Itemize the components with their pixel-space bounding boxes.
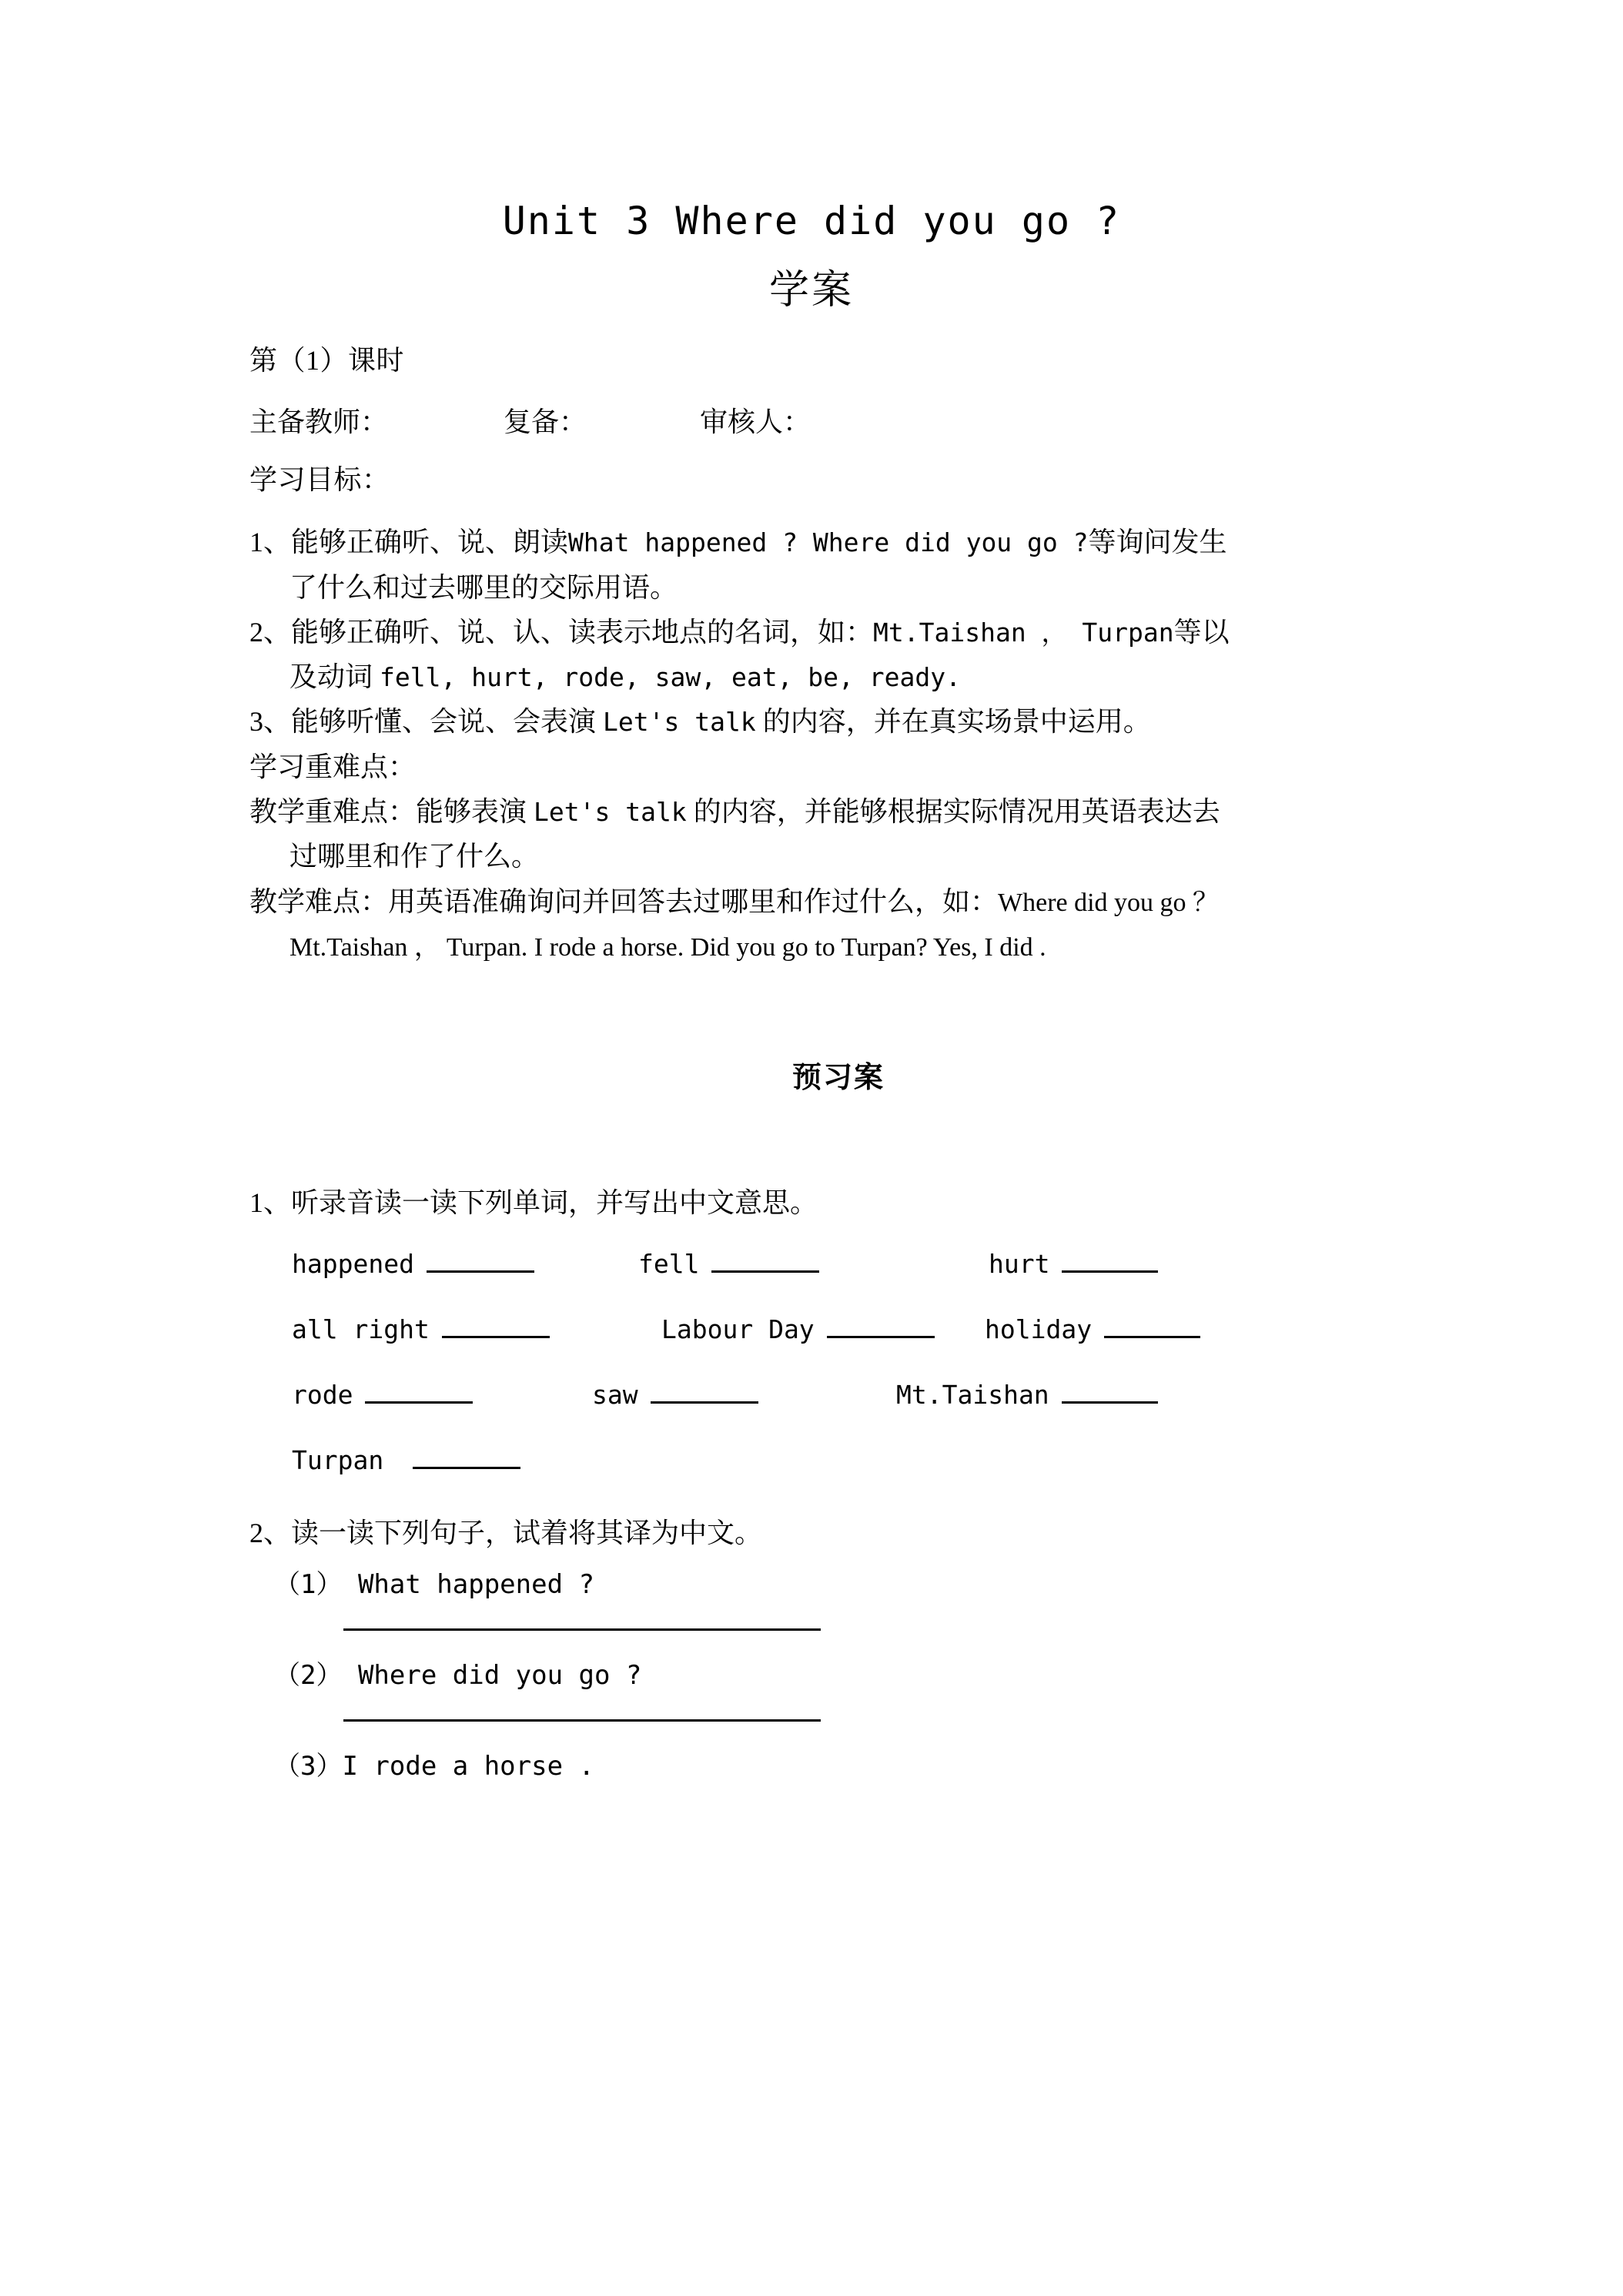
word-blank-input[interactable] bbox=[827, 1316, 935, 1338]
word-list bbox=[249, 1226, 1427, 1511]
objective-2-line2-text: 及动词 bbox=[289, 661, 373, 693]
word-label: rode bbox=[292, 1379, 353, 1410]
word-label: happened bbox=[292, 1248, 414, 1279]
difficulty-text-a: 教学难点：用英语准确询问并回答去过哪里和作过什么，如： bbox=[249, 885, 999, 917]
objective-1-text-b: 等询问发生 bbox=[1088, 527, 1227, 558]
objective-2-text-a: 2、能够正确听、说、认、读表示地点的名词，如： bbox=[249, 616, 874, 648]
word-blank-input[interactable] bbox=[413, 1447, 520, 1469]
difficulty-english-2: Mt.Taishan ， Turpan. I rode a horse. Did you go to Turpan? Yes, I did . bbox=[289, 933, 1046, 962]
objective-2-line2 bbox=[249, 654, 1427, 699]
exercise2-prompt: 2、读一读下列句子，试着将其译为中文。 bbox=[249, 1517, 763, 1548]
period-label: 第（1）课时 bbox=[249, 345, 405, 377]
objective-1-english: What happened ? Where did you go ? bbox=[568, 527, 1089, 558]
review-label: 复备： bbox=[504, 407, 587, 438]
translation-answer-input[interactable] bbox=[343, 1627, 821, 1631]
exercise1-prompt: 1、听录音读一读下列单词，并写出中文意思。 bbox=[249, 1187, 818, 1219]
difficulty-english-1: Where did you go ？ bbox=[998, 888, 1220, 917]
key-point-item bbox=[249, 789, 1427, 879]
objective-2-text-b: 等以 bbox=[1173, 616, 1230, 648]
page-subtitle: 学案 bbox=[768, 269, 854, 313]
page-title: Unit 3 Where did you go ? bbox=[502, 199, 1121, 243]
translation-question: （3）I rode a horse . bbox=[274, 1750, 594, 1782]
key-point-english: Let's talk bbox=[534, 797, 687, 828]
word-label: Turpan bbox=[292, 1444, 384, 1475]
word-entry bbox=[985, 1314, 1200, 1344]
difficulty-item bbox=[249, 879, 1427, 969]
word-entry bbox=[661, 1314, 985, 1344]
main-teacher-label: 主备教师： bbox=[249, 407, 389, 438]
word-label: Mt.Taishan bbox=[896, 1379, 1049, 1410]
objective-2-verbs: fell, hurt, rode, saw, eat, be, ready. bbox=[380, 662, 961, 693]
translation-exercise-list bbox=[249, 1555, 1427, 1782]
objective-item-1 bbox=[249, 520, 1427, 610]
word-label: fell bbox=[638, 1248, 700, 1279]
translation-question: （1） What happened ? bbox=[274, 1568, 594, 1600]
word-label: holiday bbox=[985, 1314, 1093, 1344]
objective-item-2 bbox=[249, 610, 1427, 700]
word-blank-input[interactable] bbox=[651, 1381, 758, 1404]
word-entry bbox=[989, 1249, 1158, 1279]
word-row bbox=[292, 1314, 1427, 1380]
word-blank-input[interactable] bbox=[1104, 1316, 1200, 1338]
objective-item-3 bbox=[249, 699, 1427, 744]
key-point-text-b: 的内容，并能够根据实际情况用英语表达去 bbox=[693, 796, 1220, 828]
translation-answer-input[interactable] bbox=[343, 1718, 821, 1722]
spacer bbox=[249, 374, 1427, 400]
word-label: all right bbox=[292, 1314, 430, 1344]
objective-3-english: Let's talk bbox=[603, 707, 756, 738]
spacer bbox=[249, 440, 1427, 466]
document-body bbox=[119, 346, 1504, 1782]
translation-question: （2） Where did you go ? bbox=[274, 1659, 642, 1691]
objective-3-text-b: 的内容，并在真实场景中运用。 bbox=[762, 706, 1151, 738]
word-entry bbox=[292, 1380, 592, 1410]
objective-2-english: Mt.Taishan ， Turpan bbox=[873, 617, 1174, 648]
word-row bbox=[292, 1380, 1427, 1445]
word-entry bbox=[592, 1380, 896, 1410]
word-entry bbox=[292, 1249, 638, 1279]
word-blank-input[interactable] bbox=[427, 1250, 534, 1273]
objective-1-text-a: 1、能够正确听、说、朗读 bbox=[249, 527, 569, 558]
word-label: saw bbox=[592, 1379, 638, 1410]
word-entry bbox=[292, 1445, 520, 1475]
spacer bbox=[249, 1096, 1427, 1180]
objective-1-line2: 了什么和过去哪里的交际用语。 bbox=[289, 571, 678, 603]
difficulty-line2 bbox=[249, 924, 1427, 969]
spacer bbox=[249, 494, 1427, 520]
key-point-text-a: 教学重难点：能够表演 bbox=[249, 796, 527, 828]
objective-3-text-a: 3、能够听懂、会说、会表演 bbox=[249, 706, 597, 738]
key-point-line2: 过哪里和作了什么。 bbox=[289, 841, 540, 872]
preview-section-heading: 预习案 bbox=[791, 1062, 885, 1095]
word-entry bbox=[292, 1314, 661, 1344]
spacer bbox=[249, 969, 1427, 1053]
word-row bbox=[292, 1249, 1427, 1314]
word-blank-input[interactable] bbox=[711, 1250, 819, 1273]
objectives-heading: 学习目标： bbox=[249, 464, 390, 496]
word-blank-input[interactable] bbox=[1062, 1381, 1158, 1404]
key-points-heading: 学习重难点： bbox=[249, 751, 417, 782]
spacer bbox=[0, 313, 1623, 346]
auditor-label: 审核人： bbox=[700, 407, 812, 438]
meta-row bbox=[249, 400, 1427, 440]
word-row bbox=[292, 1445, 1427, 1511]
word-blank-input[interactable] bbox=[365, 1381, 473, 1404]
word-entry bbox=[638, 1249, 989, 1279]
word-label: hurt bbox=[989, 1248, 1050, 1279]
word-blank-input[interactable] bbox=[442, 1316, 550, 1338]
word-label: Labour Day bbox=[661, 1314, 815, 1344]
word-blank-input[interactable] bbox=[1062, 1250, 1158, 1273]
word-entry bbox=[896, 1380, 1158, 1410]
